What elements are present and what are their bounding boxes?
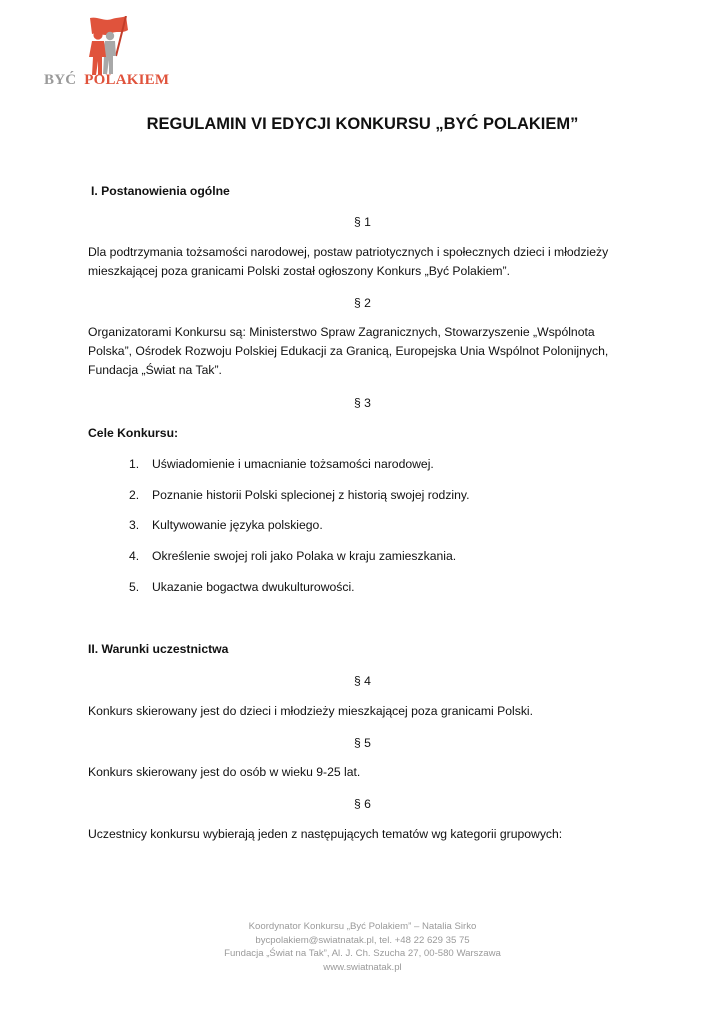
list-item — [129, 488, 469, 502]
list-item-text: Kultywowanie języka polskiego. — [152, 518, 323, 532]
list-item-number: 1. — [129, 457, 140, 471]
paragraph-2-line-2: Polska”, Ośrodek Rozwoju Polskiej Edukacji za Granicą, Europejska Unia Wspólnot Polonijnych, — [88, 344, 609, 358]
paragraph-1-line-1: Dla podtrzymania tożsamości narodowej, postaw patriotycznych i społecznych dzieci i młodzieży — [88, 245, 609, 259]
paragraph-mark-4: § 4 — [354, 674, 371, 688]
list-item-number: 5. — [129, 580, 140, 594]
logo — [42, 16, 192, 91]
list-item-number: 2. — [129, 488, 140, 502]
paragraph-6-text: Uczestnicy konkursu wybierają jeden z następujących tematów wg kategorii grupowych: — [88, 827, 563, 841]
list-item-text: Określenie swojej roli jako Polaka w kraju zamieszkania. — [152, 549, 457, 563]
page-footer — [0, 920, 725, 974]
list-item — [129, 518, 323, 532]
paragraph-mark-1: § 1 — [354, 215, 371, 229]
paragraph-4-text: Konkurs skierowany jest do dzieci i młodzieży mieszkającej poza granicami Polski. — [88, 704, 534, 718]
list-item-text: Poznanie historii Polski splecionej z historią swojej rodziny. — [152, 488, 470, 502]
flag-figures-icon — [68, 16, 148, 76]
list-item-number: 3. — [129, 518, 140, 532]
paragraph-mark-5: § 5 — [354, 736, 371, 750]
paragraph-5-text: Konkurs skierowany jest do osób w wieku 9-25 lat. — [88, 765, 361, 779]
section-1-heading: I. Postanowienia ogólne — [91, 184, 230, 198]
logo-word-2: POLAKIEM — [84, 72, 170, 88]
footer-contact: bycpolakiem@swiatnatak.pl, tel. +48 22 629 35 75 — [255, 934, 470, 946]
list-item-text: Uświadomienie i umacnianie tożsamości narodowej. — [152, 457, 434, 471]
paragraph-2-line-3: Fundacja „Świat na Tak”. — [88, 363, 222, 377]
section-2-heading: II. Warunki uczestnictwa — [88, 642, 229, 656]
list-item-text: Ukazanie bogactwa dwukulturowości. — [152, 580, 355, 594]
paragraph-mark-6: § 6 — [354, 797, 371, 811]
footer-website: www.swiatnatak.pl — [323, 961, 402, 973]
logo-word-1: BYĆ — [44, 72, 77, 88]
goals-heading: Cele Konkursu: — [88, 426, 179, 440]
paragraph-mark-3: § 3 — [354, 396, 371, 410]
footer-address: Fundacja „Świat na Tak”, Al. J. Ch. Szucha 27, 00-580 Warszawa — [224, 948, 501, 959]
logo-wordmark — [44, 72, 169, 89]
list-item-number: 4. — [129, 549, 140, 563]
paragraph-mark-2: § 2 — [354, 296, 371, 310]
paragraph-1-line-2: mieszkającej poza granicami Polski został ogłoszony Konkurs „Być Polakiem”. — [88, 264, 510, 278]
list-item — [129, 580, 355, 594]
page-title: REGULAMIN VI EDYCJI KONKURSU „BYĆ POLAKIEM” — [146, 115, 579, 133]
list-item — [129, 457, 434, 471]
list-item — [129, 549, 456, 563]
footer-coordinator: Koordynator Konkursu „Być Polakiem” – Natalia Sirko — [248, 921, 477, 932]
paragraph-2-line-1: Organizatorami Konkursu są: Ministerstwo Spraw Zagranicznych, Stowarzyszenie „Wspólnota — [88, 325, 595, 339]
